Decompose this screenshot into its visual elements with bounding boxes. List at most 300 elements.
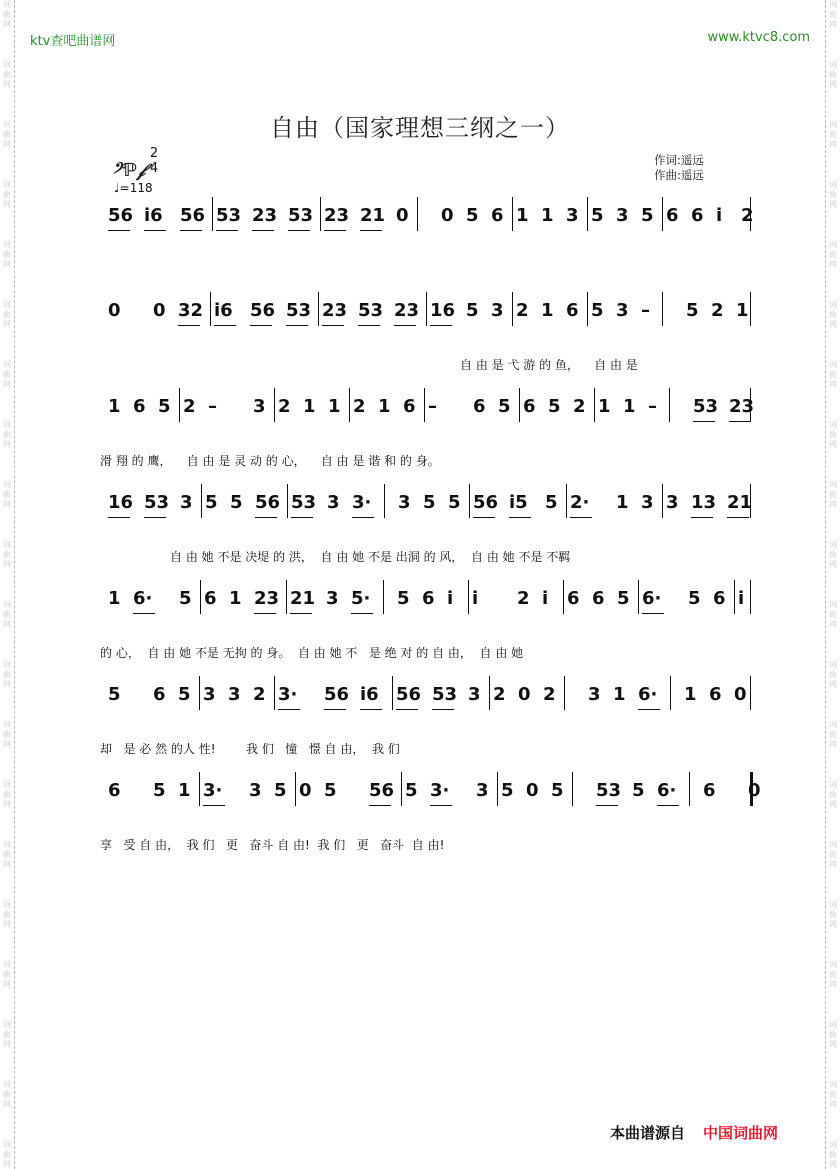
note: 5 — [641, 205, 654, 226]
barline — [392, 676, 393, 710]
note: 23 — [394, 300, 420, 321]
note: 5 — [688, 588, 701, 609]
watermark-text: 词 曲 网 — [3, 0, 11, 29]
note: 6 — [403, 396, 416, 417]
note: 5 — [423, 492, 436, 513]
barline — [594, 388, 595, 422]
underline-beam — [473, 517, 495, 518]
watermark-text: 词 曲 网 — [3, 660, 11, 689]
barline — [669, 388, 670, 422]
note: 53 — [216, 205, 242, 226]
note: 56 — [369, 780, 395, 801]
barline — [199, 772, 200, 806]
note: 2 — [516, 300, 529, 321]
time-sig-top: 2 — [149, 146, 159, 161]
note: – — [648, 396, 657, 417]
note: 5 — [158, 396, 171, 417]
barline — [383, 580, 384, 614]
barline — [210, 292, 211, 326]
notes-row — [100, 682, 755, 714]
footer-source-label: 本曲谱源自 — [610, 1124, 686, 1142]
lyrics-row: 却 是 必 然 的人 性! 我 们 憧 憬 自 由， 我 们 — [100, 742, 400, 756]
note: 53 — [144, 492, 170, 513]
note: 53 — [288, 205, 314, 226]
watermark-text: 词 曲 网 — [3, 1080, 11, 1109]
underline-beam — [203, 805, 225, 806]
note: 21 — [290, 588, 316, 609]
note: 23 — [254, 588, 280, 609]
barline — [201, 484, 202, 518]
site-url-right[interactable]: www.ktvc8.com — [707, 30, 810, 45]
barline — [662, 484, 663, 518]
barline — [512, 292, 513, 326]
underline-beam — [509, 517, 531, 518]
barline — [519, 388, 520, 422]
time-sig-bottom: 4 — [149, 161, 159, 176]
note: 6 — [473, 396, 486, 417]
note: 1 — [229, 588, 242, 609]
note: 0 — [518, 684, 531, 705]
note: i — [542, 588, 549, 609]
barline-end — [750, 676, 751, 710]
note: 3 — [641, 492, 654, 513]
watermark-text: 词 曲 网 — [3, 60, 11, 89]
note: 3 — [616, 300, 629, 321]
note: 1 — [303, 396, 316, 417]
barline — [587, 292, 588, 326]
note: 6 — [592, 588, 605, 609]
barline — [349, 388, 350, 422]
underline-beam — [108, 517, 130, 518]
underline-beam — [286, 325, 308, 326]
notes-row — [100, 586, 755, 618]
note: – — [208, 396, 217, 417]
watermark-text: 词 曲 网 — [3, 840, 11, 869]
note: 32 — [178, 300, 204, 321]
note: 6· — [638, 684, 658, 705]
underline-beam — [570, 517, 592, 518]
note: 1 — [108, 588, 121, 609]
note: 0 — [396, 205, 409, 226]
watermark-text: 词 曲 网 — [829, 420, 837, 449]
barline — [566, 484, 567, 518]
note: i — [472, 588, 479, 609]
barline — [199, 676, 200, 710]
composer: 作曲:遥远 — [654, 168, 704, 182]
watermark-text: 词 曲 网 — [829, 180, 837, 209]
note: – — [641, 300, 650, 321]
note: 56 — [396, 684, 422, 705]
note: 2 — [711, 300, 724, 321]
barline — [274, 676, 275, 710]
note: 1 — [616, 492, 629, 513]
note: 5 — [617, 588, 630, 609]
note: 6 — [709, 684, 722, 705]
barline — [295, 772, 296, 806]
note: 5 — [153, 780, 166, 801]
watermark-text: 词 曲 网 — [3, 780, 11, 809]
underline-beam — [396, 709, 418, 710]
barline — [286, 580, 287, 614]
underline-beam — [351, 613, 373, 614]
note: 5 — [545, 492, 558, 513]
underline-beam — [657, 805, 679, 806]
underline-beam — [358, 325, 380, 326]
barline — [287, 484, 288, 518]
barline — [489, 676, 490, 710]
note: i — [447, 588, 454, 609]
note: 3 — [566, 205, 579, 226]
barline — [320, 197, 321, 231]
note: 1 — [736, 300, 749, 321]
notes-row — [100, 203, 755, 235]
note: 5 — [591, 300, 604, 321]
note: 56 — [473, 492, 499, 513]
barline-end — [750, 197, 751, 231]
watermark-text: 词 曲 网 — [829, 780, 837, 809]
watermark-text: 词 曲 网 — [829, 660, 837, 689]
note: 3 — [476, 780, 489, 801]
underline-beam — [322, 325, 344, 326]
note: 1 — [178, 780, 191, 801]
watermark-text: 词 曲 网 — [829, 600, 837, 629]
right-watermark-strip — [825, 0, 840, 1169]
key-signature: 𝄢ℙ𝒻 — [112, 160, 146, 181]
note: 6 — [491, 205, 504, 226]
note: 2· — [570, 492, 590, 513]
note: 3· — [278, 684, 298, 705]
watermark-text: 词 曲 网 — [829, 1080, 837, 1109]
underline-beam — [254, 613, 276, 614]
note: 6 — [204, 588, 217, 609]
watermark-text: 词 曲 网 — [3, 1140, 11, 1169]
barline-end — [750, 580, 751, 614]
notes-row — [100, 394, 755, 426]
note: 1 — [684, 684, 697, 705]
note: 5 — [178, 684, 191, 705]
barline-end — [750, 772, 753, 806]
lyrics-row: 自 由 她 不是 决堤 的 洪， 自 由 她 不是 出洞 的 风， 自 由 她 不是 不羁 — [170, 550, 571, 564]
watermark-text: 词 曲 网 — [829, 720, 837, 749]
note: 5 — [466, 300, 479, 321]
watermark-text: 词 曲 网 — [829, 1140, 837, 1169]
barline — [212, 197, 213, 231]
underline-beam — [432, 709, 454, 710]
barline — [318, 292, 319, 326]
barline — [670, 676, 671, 710]
underline-beam — [352, 517, 374, 518]
note: 5 — [230, 492, 243, 513]
time-signature — [148, 146, 160, 176]
lyrics-row: 滑 翔 的 鹰， 自 由 是 灵 动 的 心， 自 由 是 谐 和 的 身。 — [100, 454, 440, 468]
note: 3· — [352, 492, 372, 513]
note: 53 — [693, 396, 719, 417]
note: 1 — [623, 396, 636, 417]
note: 6 — [422, 588, 435, 609]
note: 1 — [541, 300, 554, 321]
note: 56 — [324, 684, 350, 705]
note: 2 — [253, 684, 266, 705]
underline-beam — [360, 230, 382, 231]
barline — [662, 197, 663, 231]
note: 6 — [703, 780, 716, 801]
underline-beam — [642, 613, 664, 614]
barline — [401, 772, 402, 806]
underline-beam — [178, 325, 200, 326]
watermark-text: 词 曲 网 — [3, 240, 11, 269]
barline — [512, 197, 513, 231]
note: 3 — [398, 492, 411, 513]
underline-beam — [180, 230, 202, 231]
underline-beam — [288, 230, 310, 231]
underline-beam — [278, 709, 300, 710]
note: 16 — [108, 492, 134, 513]
underline-beam — [291, 517, 313, 518]
note: 6· — [642, 588, 662, 609]
watermark-text: 词 曲 网 — [3, 720, 11, 749]
barline — [689, 772, 690, 806]
note: – — [428, 396, 437, 417]
note: 2 — [543, 684, 556, 705]
note: 0 — [526, 780, 539, 801]
underline-beam — [430, 325, 452, 326]
footer-credit — [610, 1122, 778, 1143]
note: 6 — [133, 396, 146, 417]
note: 21 — [727, 492, 753, 513]
note: 1 — [108, 396, 121, 417]
barline — [417, 197, 418, 231]
note: 53 — [291, 492, 317, 513]
watermark-text: 词 曲 网 — [829, 900, 837, 929]
song-title: 自由（国家理想三纲之一） — [270, 114, 570, 142]
note: 56 — [108, 205, 134, 226]
note: 2 — [493, 684, 506, 705]
note: 23 — [324, 205, 350, 226]
note: i — [716, 205, 723, 226]
note: 5 — [179, 588, 192, 609]
left-watermark-strip — [0, 0, 15, 1169]
notes-row — [100, 298, 755, 330]
underline-beam — [108, 230, 130, 231]
note: 53 — [432, 684, 458, 705]
watermark-text: 词 曲 网 — [829, 240, 837, 269]
note: 5 — [405, 780, 418, 801]
note: 0 — [748, 780, 761, 801]
underline-beam — [324, 230, 346, 231]
note: 23 — [729, 396, 755, 417]
lyrics-row: 自 由 是 弋 游 的 鱼， 自 由 是 — [460, 358, 638, 372]
note: 6· — [133, 588, 153, 609]
note: 16 — [430, 300, 456, 321]
note: 3 — [588, 684, 601, 705]
barline — [469, 484, 470, 518]
note: 5 — [274, 780, 287, 801]
note: 21 — [360, 205, 386, 226]
note: 56 — [180, 205, 206, 226]
underline-beam — [290, 613, 312, 614]
note: 2 — [353, 396, 366, 417]
underline-beam — [214, 325, 236, 326]
note: 23 — [322, 300, 348, 321]
underline-beam — [638, 709, 660, 710]
watermark-text: 词 曲 网 — [3, 420, 11, 449]
underline-beam — [252, 230, 274, 231]
underline-beam — [369, 805, 391, 806]
barline — [200, 580, 201, 614]
watermark-text: 词 曲 网 — [829, 360, 837, 389]
watermark-text: 词 曲 网 — [3, 120, 11, 149]
barline — [426, 292, 427, 326]
note: 23 — [252, 205, 278, 226]
underline-beam — [250, 325, 272, 326]
note: 0 — [299, 780, 312, 801]
watermark-text: 词 曲 网 — [829, 540, 837, 569]
underline-beam — [324, 709, 346, 710]
note: i5 — [509, 492, 528, 513]
footer-source-brand[interactable]: 中国词曲网 — [703, 1124, 779, 1142]
notes-row — [100, 490, 755, 522]
note: 5 — [632, 780, 645, 801]
underline-beam — [144, 230, 166, 231]
note: 3· — [203, 780, 223, 801]
barline — [497, 772, 498, 806]
note: 5 — [548, 396, 561, 417]
note: 0 — [108, 300, 121, 321]
barline-end — [750, 292, 751, 326]
note: 5 — [324, 780, 337, 801]
watermark-text: 词 曲 网 — [3, 600, 11, 629]
note: 2 — [183, 396, 196, 417]
note: 3 — [491, 300, 504, 321]
note: 6 — [691, 205, 704, 226]
note: 1 — [516, 205, 529, 226]
underline-beam — [727, 517, 749, 518]
note: 5 — [466, 205, 479, 226]
underline-beam — [255, 517, 277, 518]
note: 1 — [598, 396, 611, 417]
note: 2 — [573, 396, 586, 417]
note: 6 — [666, 205, 679, 226]
note: 0 — [441, 205, 454, 226]
note: 6 — [153, 684, 166, 705]
watermark-text: 词 曲 网 — [829, 0, 837, 29]
note: 2 — [517, 588, 530, 609]
underline-beam — [693, 421, 715, 422]
note: 13 — [691, 492, 717, 513]
note: 1 — [378, 396, 391, 417]
watermark-text: 词 曲 网 — [829, 60, 837, 89]
note: 3 — [228, 684, 241, 705]
notes-row — [100, 778, 761, 810]
underline-beam — [360, 709, 382, 710]
barline — [384, 484, 385, 518]
barline — [563, 580, 564, 614]
lyricist: 作词:遥远 — [654, 153, 704, 167]
note: 3· — [430, 780, 450, 801]
lyrics-row: 的 心， 自 由 她 不是 无拘 的 身。 自 由 她 不 是 绝 对 的 自 由， 自 由 她 — [100, 646, 524, 660]
barline — [274, 388, 275, 422]
note: 3 — [253, 396, 266, 417]
note: 3 — [249, 780, 262, 801]
barline — [179, 388, 180, 422]
watermark-text: 词 曲 网 — [3, 1020, 11, 1049]
note: 1 — [328, 396, 341, 417]
barline — [564, 676, 565, 710]
note: i — [738, 588, 745, 609]
note: 53 — [358, 300, 384, 321]
watermark-text: 词 曲 网 — [829, 480, 837, 509]
note: 5· — [351, 588, 371, 609]
note: 6 — [567, 588, 580, 609]
watermark-text: 词 曲 网 — [3, 540, 11, 569]
note: 5 — [501, 780, 514, 801]
barline — [587, 197, 588, 231]
note: 3 — [327, 492, 340, 513]
watermark-text: 词 曲 网 — [829, 1020, 837, 1049]
note: 53 — [286, 300, 312, 321]
barline — [572, 772, 573, 806]
note: 5 — [397, 588, 410, 609]
note: 5 — [498, 396, 511, 417]
note: 6 — [713, 588, 726, 609]
note: 56 — [250, 300, 276, 321]
note: 0 — [734, 684, 747, 705]
note: 5 — [686, 300, 699, 321]
note: i6 — [144, 205, 163, 226]
lyrics-row: 享 受 自 由， 我 们 更 奋斗 自 由! 我 们 更 奋斗 自 由! — [100, 838, 445, 852]
watermark-text: 词 曲 网 — [3, 960, 11, 989]
credits — [654, 153, 704, 183]
note: 5 — [591, 205, 604, 226]
note: 5 — [448, 492, 461, 513]
barline — [424, 388, 425, 422]
note: 3 — [616, 205, 629, 226]
note: 5 — [551, 780, 564, 801]
note: 3 — [326, 588, 339, 609]
note: 0 — [153, 300, 166, 321]
watermark-text: 词 曲 网 — [829, 840, 837, 869]
watermark-text: 词 曲 网 — [3, 480, 11, 509]
note: 5 — [108, 684, 121, 705]
watermark-text: 词 曲 网 — [3, 900, 11, 929]
note: 6 — [108, 780, 121, 801]
note: 6 — [523, 396, 536, 417]
tempo-mark: ♩=118 — [114, 181, 153, 195]
watermark-text: 词 曲 网 — [3, 360, 11, 389]
underline-beam — [596, 805, 618, 806]
note: 2 — [741, 205, 754, 226]
watermark-text: 词 曲 网 — [3, 300, 11, 329]
barline — [734, 580, 735, 614]
note: 3 — [666, 492, 679, 513]
barline — [662, 292, 663, 326]
barline — [638, 580, 639, 614]
watermark-text: 词 曲 网 — [3, 180, 11, 209]
watermark-text: 词 曲 网 — [829, 960, 837, 989]
watermark-text: 词 曲 网 — [829, 300, 837, 329]
note: 3 — [180, 492, 193, 513]
underline-beam — [430, 805, 452, 806]
note: 1 — [541, 205, 554, 226]
barline-end — [750, 388, 751, 422]
site-name-left[interactable]: ktv查吧曲谱网 — [30, 34, 116, 49]
note: i6 — [214, 300, 233, 321]
underline-beam — [394, 325, 416, 326]
note: 6 — [566, 300, 579, 321]
underline-beam — [729, 421, 751, 422]
note: 3 — [203, 684, 216, 705]
note: 2 — [278, 396, 291, 417]
